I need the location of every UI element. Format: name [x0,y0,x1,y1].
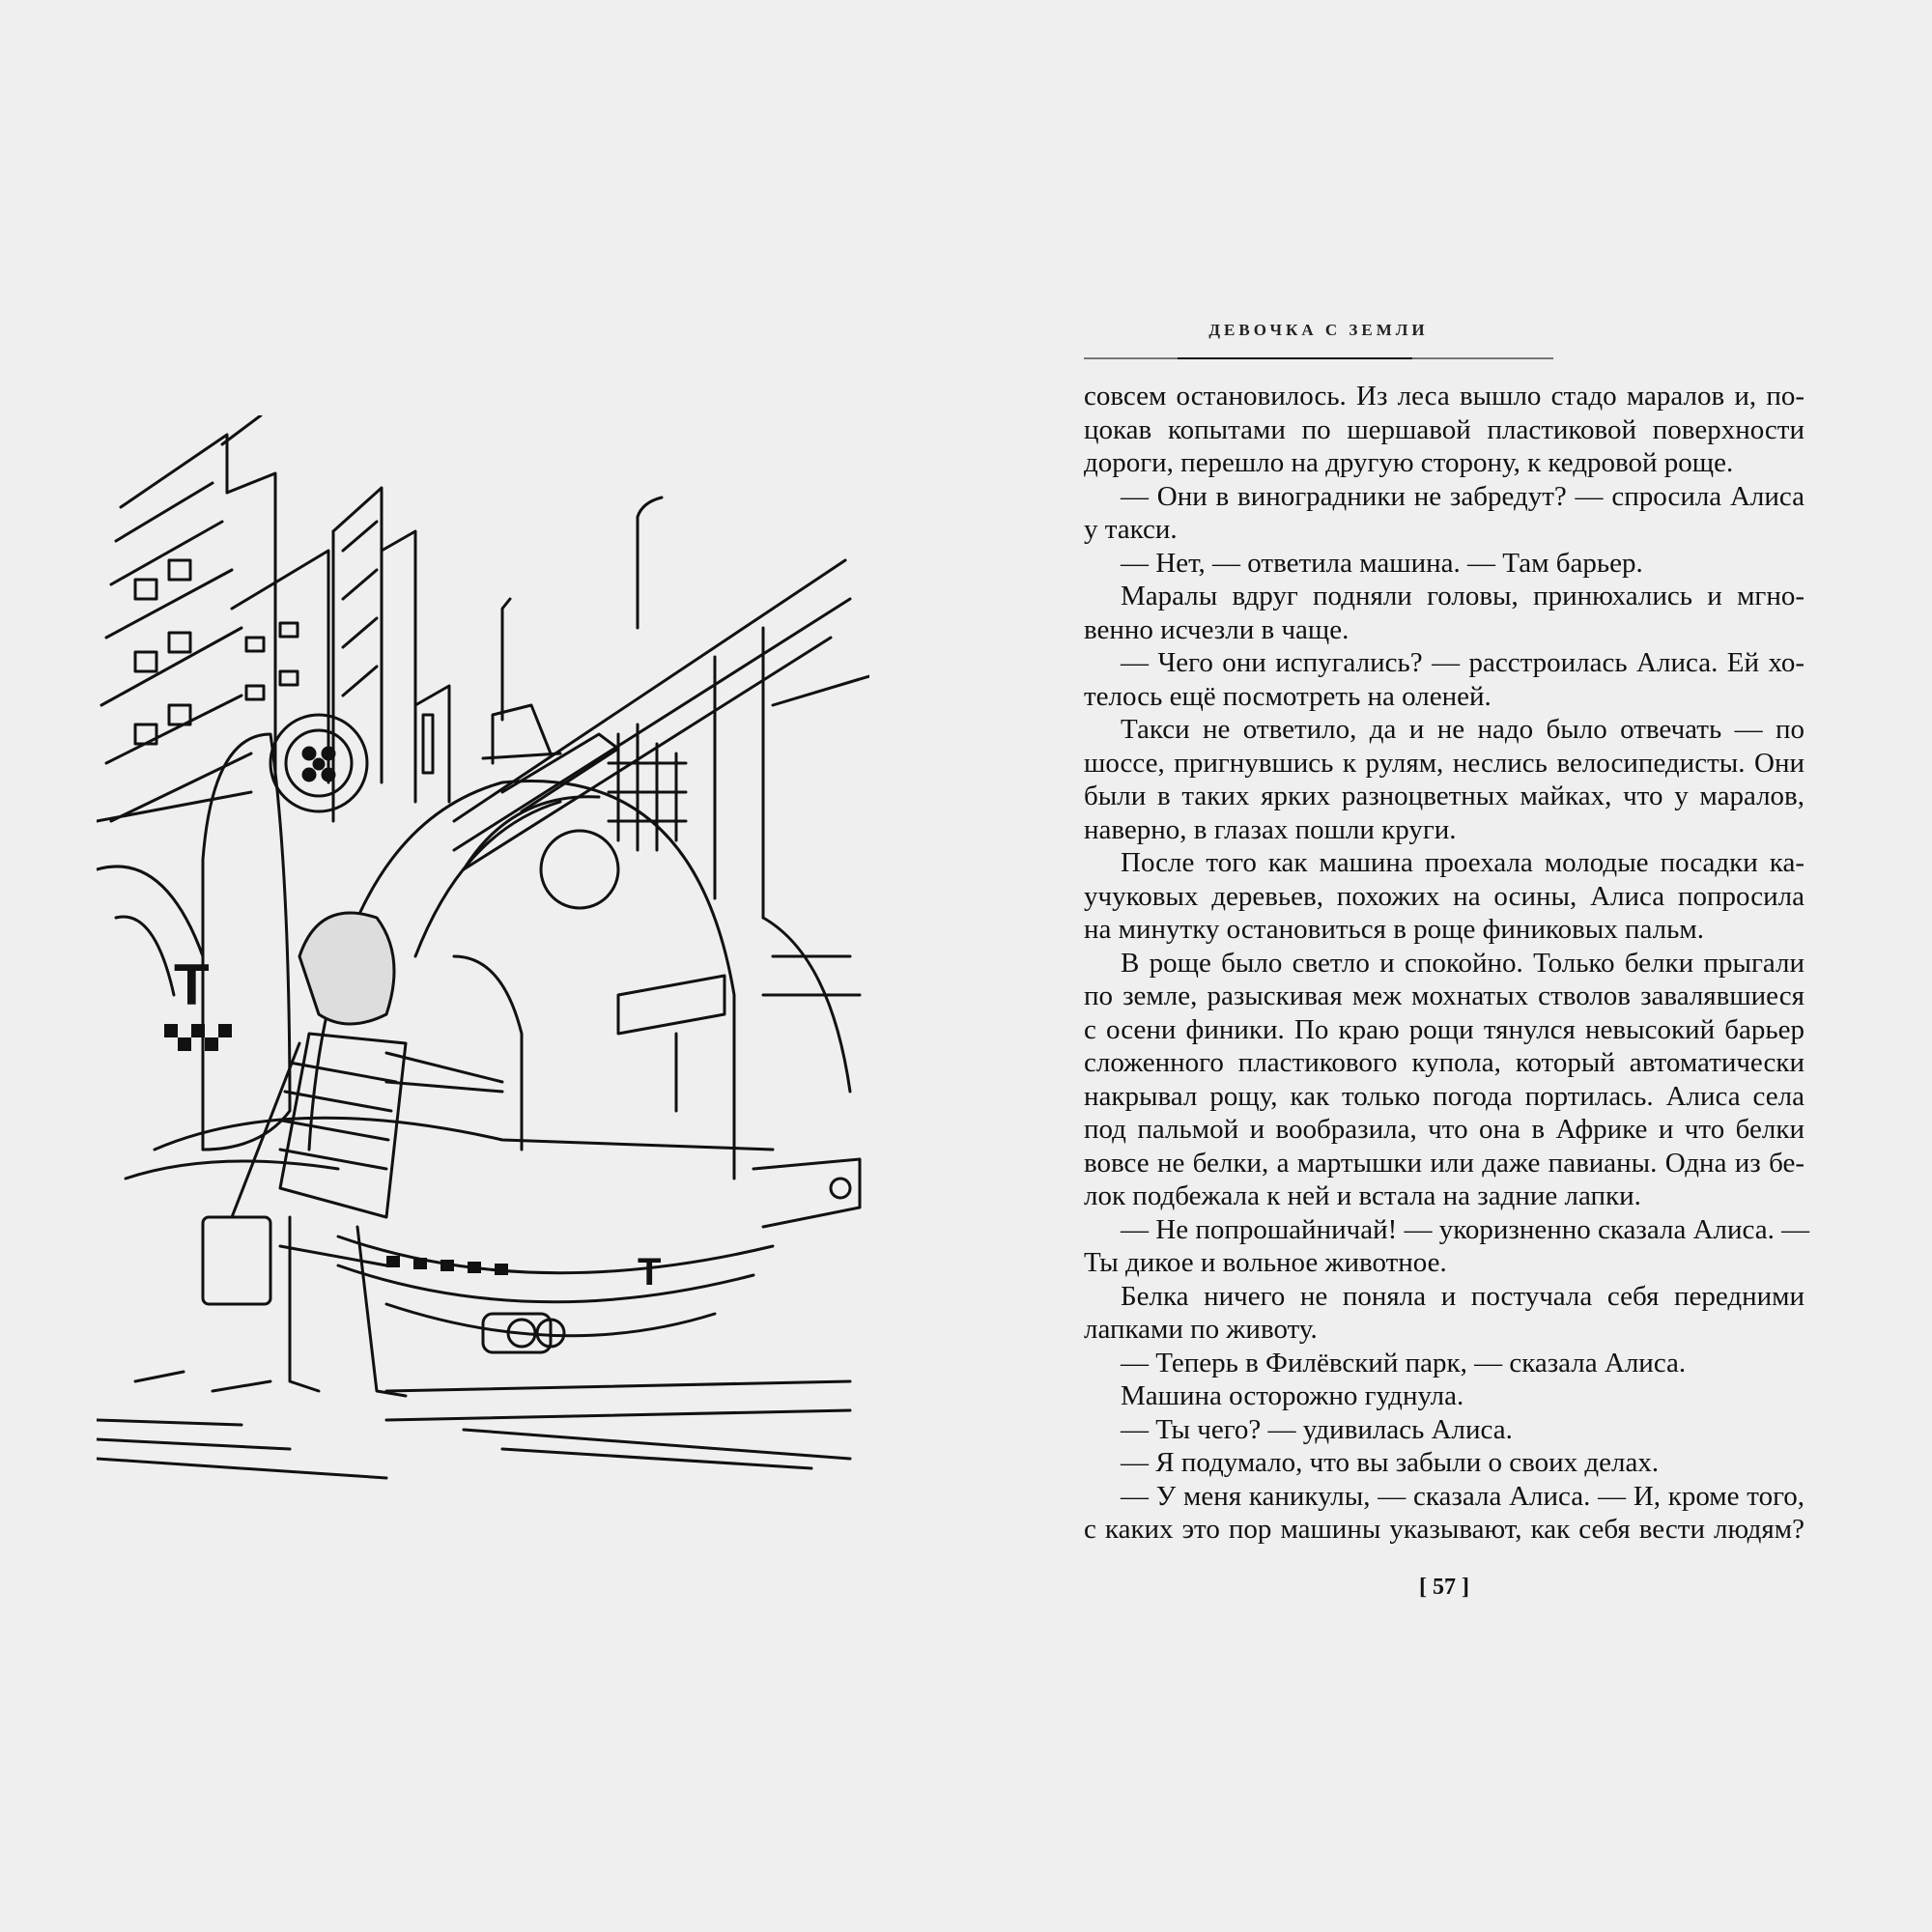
text-line: — Чего они испугались? — расстроилась Алиса. Ей хо- [1121,647,1804,678]
text-line: по земле, разыскивая меж мохнатых стволов завалявшиеся [1084,980,1804,1011]
text-line: Такси не ответило, да и не надо было отвечать — по [1121,714,1804,745]
text-line: — Ты чего? — удивилась Алиса. [1121,1413,1513,1445]
overpass [454,560,869,918]
illustration-drawing [97,415,869,1488]
text-line: Маралы вдруг подняли головы, принюхались и мгно- [1121,581,1804,611]
text-line: дороги, перешло на другую сторону, к кедровой роще. [1084,447,1734,478]
text-line: с осени финики. По краю рощи тянулся невысокий барьер [1084,1013,1804,1045]
text-line: шоссе, пригнувшись к рулям, неслись велосипедисты. Они [1084,747,1804,779]
arches [97,792,860,1150]
text-line: цокав копытами по шершавой пластиковой поверхности [1084,413,1804,445]
text-line: — Я подумало, что вы забыли о своих делах. [1121,1447,1660,1478]
text-line: — Не попрошайничай! — укоризненно сказала Алиса. — [1121,1213,1810,1245]
text-line: — Теперь в Филёвский парк, — сказала Алиса. [1121,1347,1687,1378]
taxi-letter-back: T [174,952,210,1017]
text-line: Ты дикое и вольное животное. [1084,1247,1447,1278]
text-line: с каких это пор машины указывают, как себя вести людям? [1084,1514,1804,1545]
text-line: совсем остановилось. Из леса вышло стадо маралов и, по- [1084,381,1804,412]
text-line: вовсе не белки, а мартышки или даже павианы. Одна из бе- [1084,1147,1804,1179]
running-head: ДЕВОЧКА С ЗЕМЛИ [1208,321,1429,339]
illustration-taxi-scene [97,415,869,1488]
text-line: — Нет, — ответила машина. — Там барьер. [1121,547,1643,579]
text-line: телось ещё посмотреть на оленей. [1084,680,1492,712]
text-line: — Они в виноградники не забредут? — спросила Алиса [1121,480,1804,512]
text-line: у такси. [1084,514,1178,545]
taxi-bumper [126,1118,860,1352]
left-building [101,415,275,821]
head-rule [1084,357,1553,359]
text-line: были в таких ярких разноцветных майках, что у маралов, [1084,781,1804,811]
text-column [1084,380,1810,1547]
text-line: венно исчезли в чаще. [1084,613,1350,645]
text-line: учуковых деревьев, похожих на осины, Алиса попросила [1084,880,1804,912]
text-line: лапками по животу. [1084,1314,1318,1345]
text-line: под пальмой и вообразила, что она в Африке и что белки [1084,1114,1804,1145]
text-line: накрывал рощу, как только погода портилась. Алиса села [1084,1080,1804,1112]
text-line: Машина осторожно гуднула. [1121,1380,1464,1411]
text-line: сложенного пластикового купола, который автоматически [1084,1047,1804,1078]
text-line: на минутку остановиться в роще финиковых пальм. [1084,914,1704,945]
middle-buildings [232,488,449,821]
road [97,1372,850,1478]
text-line: После того как машина проехала молодые посадки ка- [1121,847,1804,878]
text-line: лок подбежала к ней и встала на задние лапки. [1084,1180,1641,1211]
page-number: [ 57 ] [1419,1575,1469,1600]
text-line: — У меня каникулы, — сказала Алиса. — И, кроме того, [1121,1480,1804,1512]
text-line: В роще было светло и спокойно. Только белки прыгали [1121,947,1804,979]
street-lamps [502,497,662,720]
taxi-letter-front: T [638,1251,662,1293]
text-line: Белка ничего не поняла и постучала себя передними [1121,1280,1804,1312]
text-line: наверно, в глазах пошли круги. [1084,813,1457,845]
